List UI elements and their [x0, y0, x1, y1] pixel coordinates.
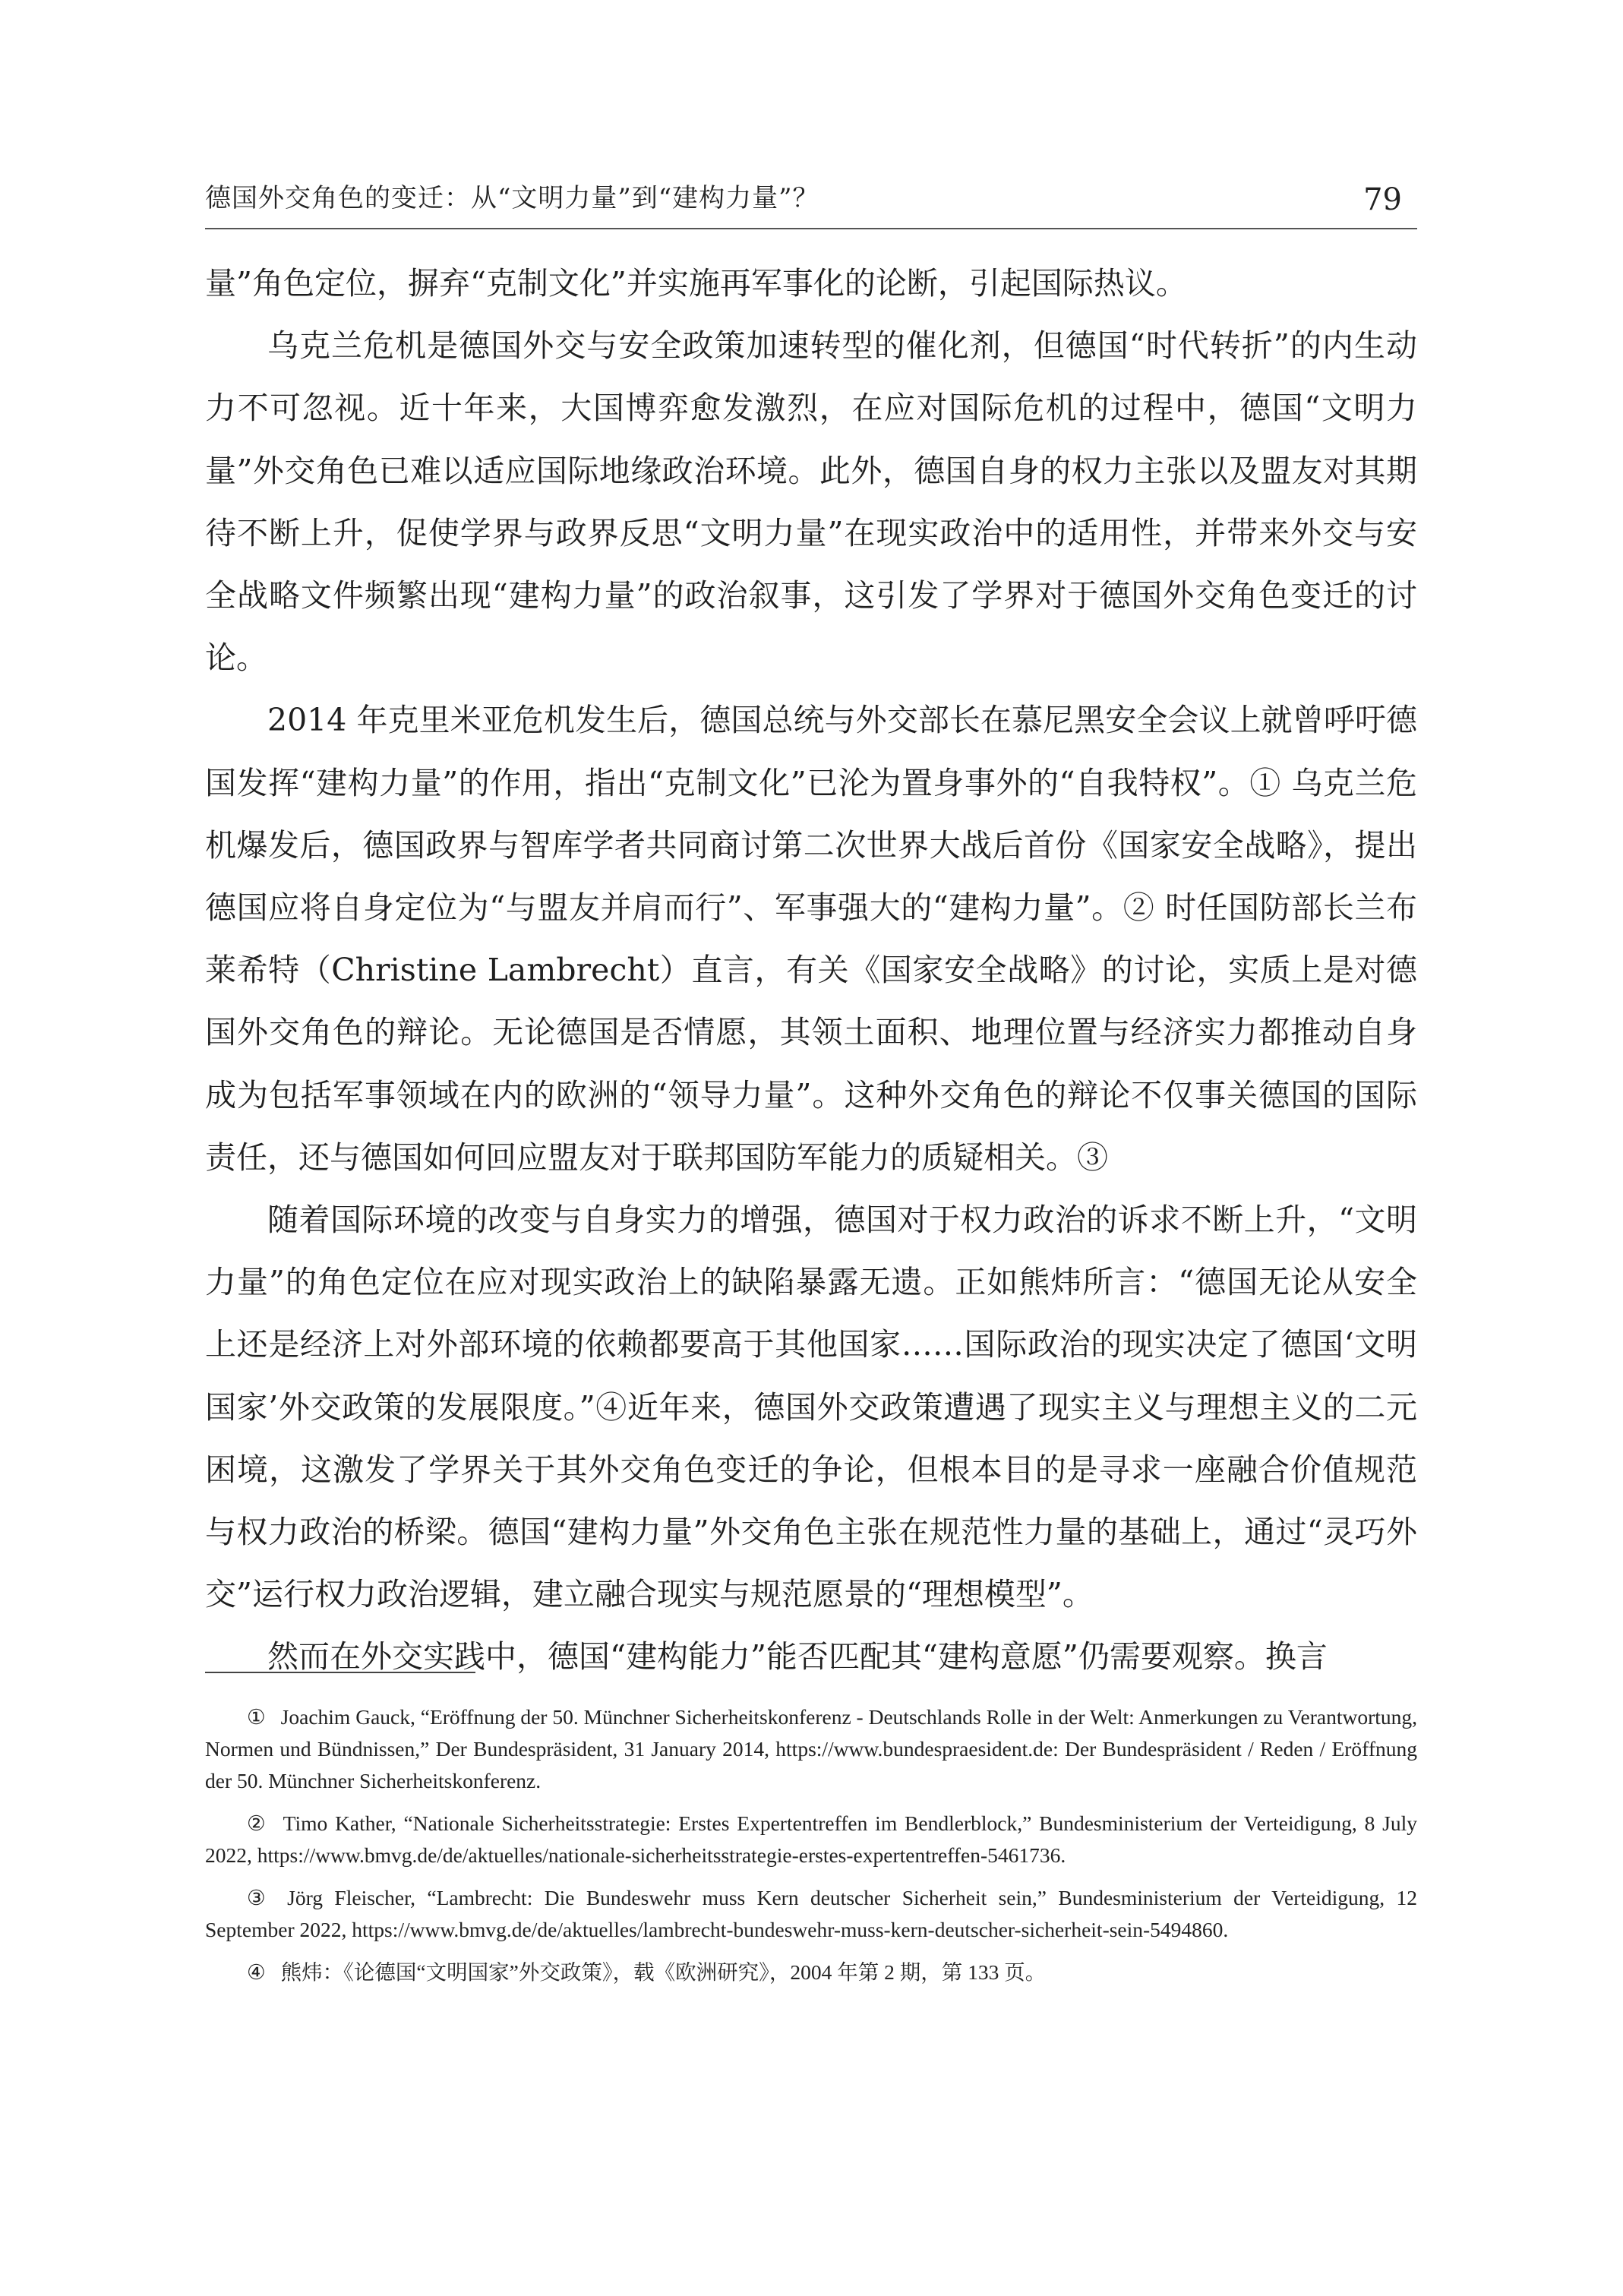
paragraph: 然而在外交实践中，德国“建构能力”能否匹配其“建构意愿”仍需要观察。换言: [267, 1638, 1328, 1675]
paragraph: 随着国际环境的改变与自身实力的增强，德国对于权力政治的诉求不断上升，“文明力量”的角色定位在应对现实政治上的缺陷暴露无遗。正如熊炜所言：“德国无论从安全上还是经济上对外部环境的依赖都要高于其他国家……国际政治的现实决定了德国‘文明国家’外交政策的发展限度。”④近年来，德国外交政策遭遇了现实主义与理想主义的二元困境，这激发了学界关于其外交角色变迁的争论，但根本目的是寻求一座融合价值规范与权力政治的桥梁。德国“建构力量”外交角色主张在规范性力量的基础上，通过“灵巧外交”运行权力政治逻辑，建立融合现实与规范愿景的“理想模型”。: [205, 1202, 1417, 1613]
page-number: 79: [1363, 182, 1402, 217]
footnote-mark: ④: [247, 1960, 266, 1984]
paragraph: 2014 年克里米亚危机发生后，德国总统与外交部长在慕尼黑安全会议上就曾呼吁德国发挥“建构力量”的作用，指出“克制文化”已沦为置身事外的“自我特权”。① 乌克兰危机爆发后，德国政界与智库学者共同商讨第二次世界大战后首份《国家安全战略》，提出德国应将自身定位为“与盟友并肩而行”、军事强大的“建构力量”。② 时任国防部长兰布莱希特（Christine Lambrecht）直言，有关《国家安全战略》的讨论，实质上是对德国外交角色的辩论。无论德国是否情愿，其领土面积、地理位置与经济实力都推动自身成为包括军事领域在内的欧洲的“领导力量”。这种外交角色的辩论不仅事关德国的国际责任，还与德国如何回应盟友对于联邦国防军能力的质疑相关。③: [205, 702, 1417, 1176]
footnote-mark: ③: [247, 1886, 273, 1909]
footnote: [205, 1808, 1417, 1871]
footnote-text: Joachim Gauck, “Eröffnung der 50. Münchner Sicherheitskonferenz - Deutschlands Rolle in der Welt: Anmerkungen zu Verantwortung, Normen und Bündnissen,” Der Bundespräsident, 31 January 2014, https://www.bundespraesident.de: Der Bundespräsident / Reden / Eröffnung der 50. Münchner Sicherheitskonferenz.: [205, 1705, 1417, 1792]
footnote-rule: [205, 1672, 475, 1673]
footnote-text: Jörg Fleischer, “Lambrecht: Die Bundeswehr muss Kern deutscher Sicherheit sein,” Bundesministerium der Verteidigung, 12 September 2022, https://www.bmvg.de/de/aktuelles/lambrecht-bundeswehr-muss-kern-deutscher-sicherheit-sein-5494860.: [205, 1886, 1417, 1941]
footnote: [205, 1956, 1417, 1988]
running-title: 德国外交角色的变迁：从“文明力量”到“建构力量”？: [205, 183, 819, 213]
paragraph-continued: 量”角色定位，摒弃“克制文化”并实施再军事化的论断，引起国际热议。: [205, 265, 1187, 302]
footnote-text: 熊炜：《论德国“文明国家”外交政策》，载《欧洲研究》，2004 年第 2 期，第 133 页。: [280, 1960, 1047, 1984]
header-rule: [205, 228, 1417, 229]
footnote-mark: ①: [247, 1705, 266, 1729]
page-header: [205, 173, 1417, 226]
footnote-text: Timo Kather, “Nationale Sicherheitsstrategie: Erstes Expertentreffen im Bendlerblock,” Bundesministerium der Verteidigung, 8 July 2022, https://www.bmvg.de/de/aktuelles/nationale-sicherheitsstrategie-erstes-expertentreffen-5461736.: [205, 1811, 1417, 1867]
paragraph: 乌克兰危机是德国外交与安全政策加速转型的催化剂，但德国“时代转折”的内生动力不可忽视。近十年来，大国博弈愈发激烈，在应对国际危机的过程中，德国“文明力量”外交角色已难以适应国际地缘政治环境。此外，德国自身的权力主张以及盟友对其期待不断上升，促使学界与政界反思“文明力量”在现实政治中的适用性，并带来外交与安全战略文件频繁出现“建构力量”的政治叙事，这引发了学界对于德国外交角色变迁的讨论。: [205, 327, 1417, 677]
footnotes: [205, 1701, 1417, 1999]
footnote: [205, 1701, 1417, 1797]
footnote: [205, 1882, 1417, 1946]
body-text: [205, 252, 1417, 1688]
footnote-mark: ②: [247, 1811, 268, 1835]
